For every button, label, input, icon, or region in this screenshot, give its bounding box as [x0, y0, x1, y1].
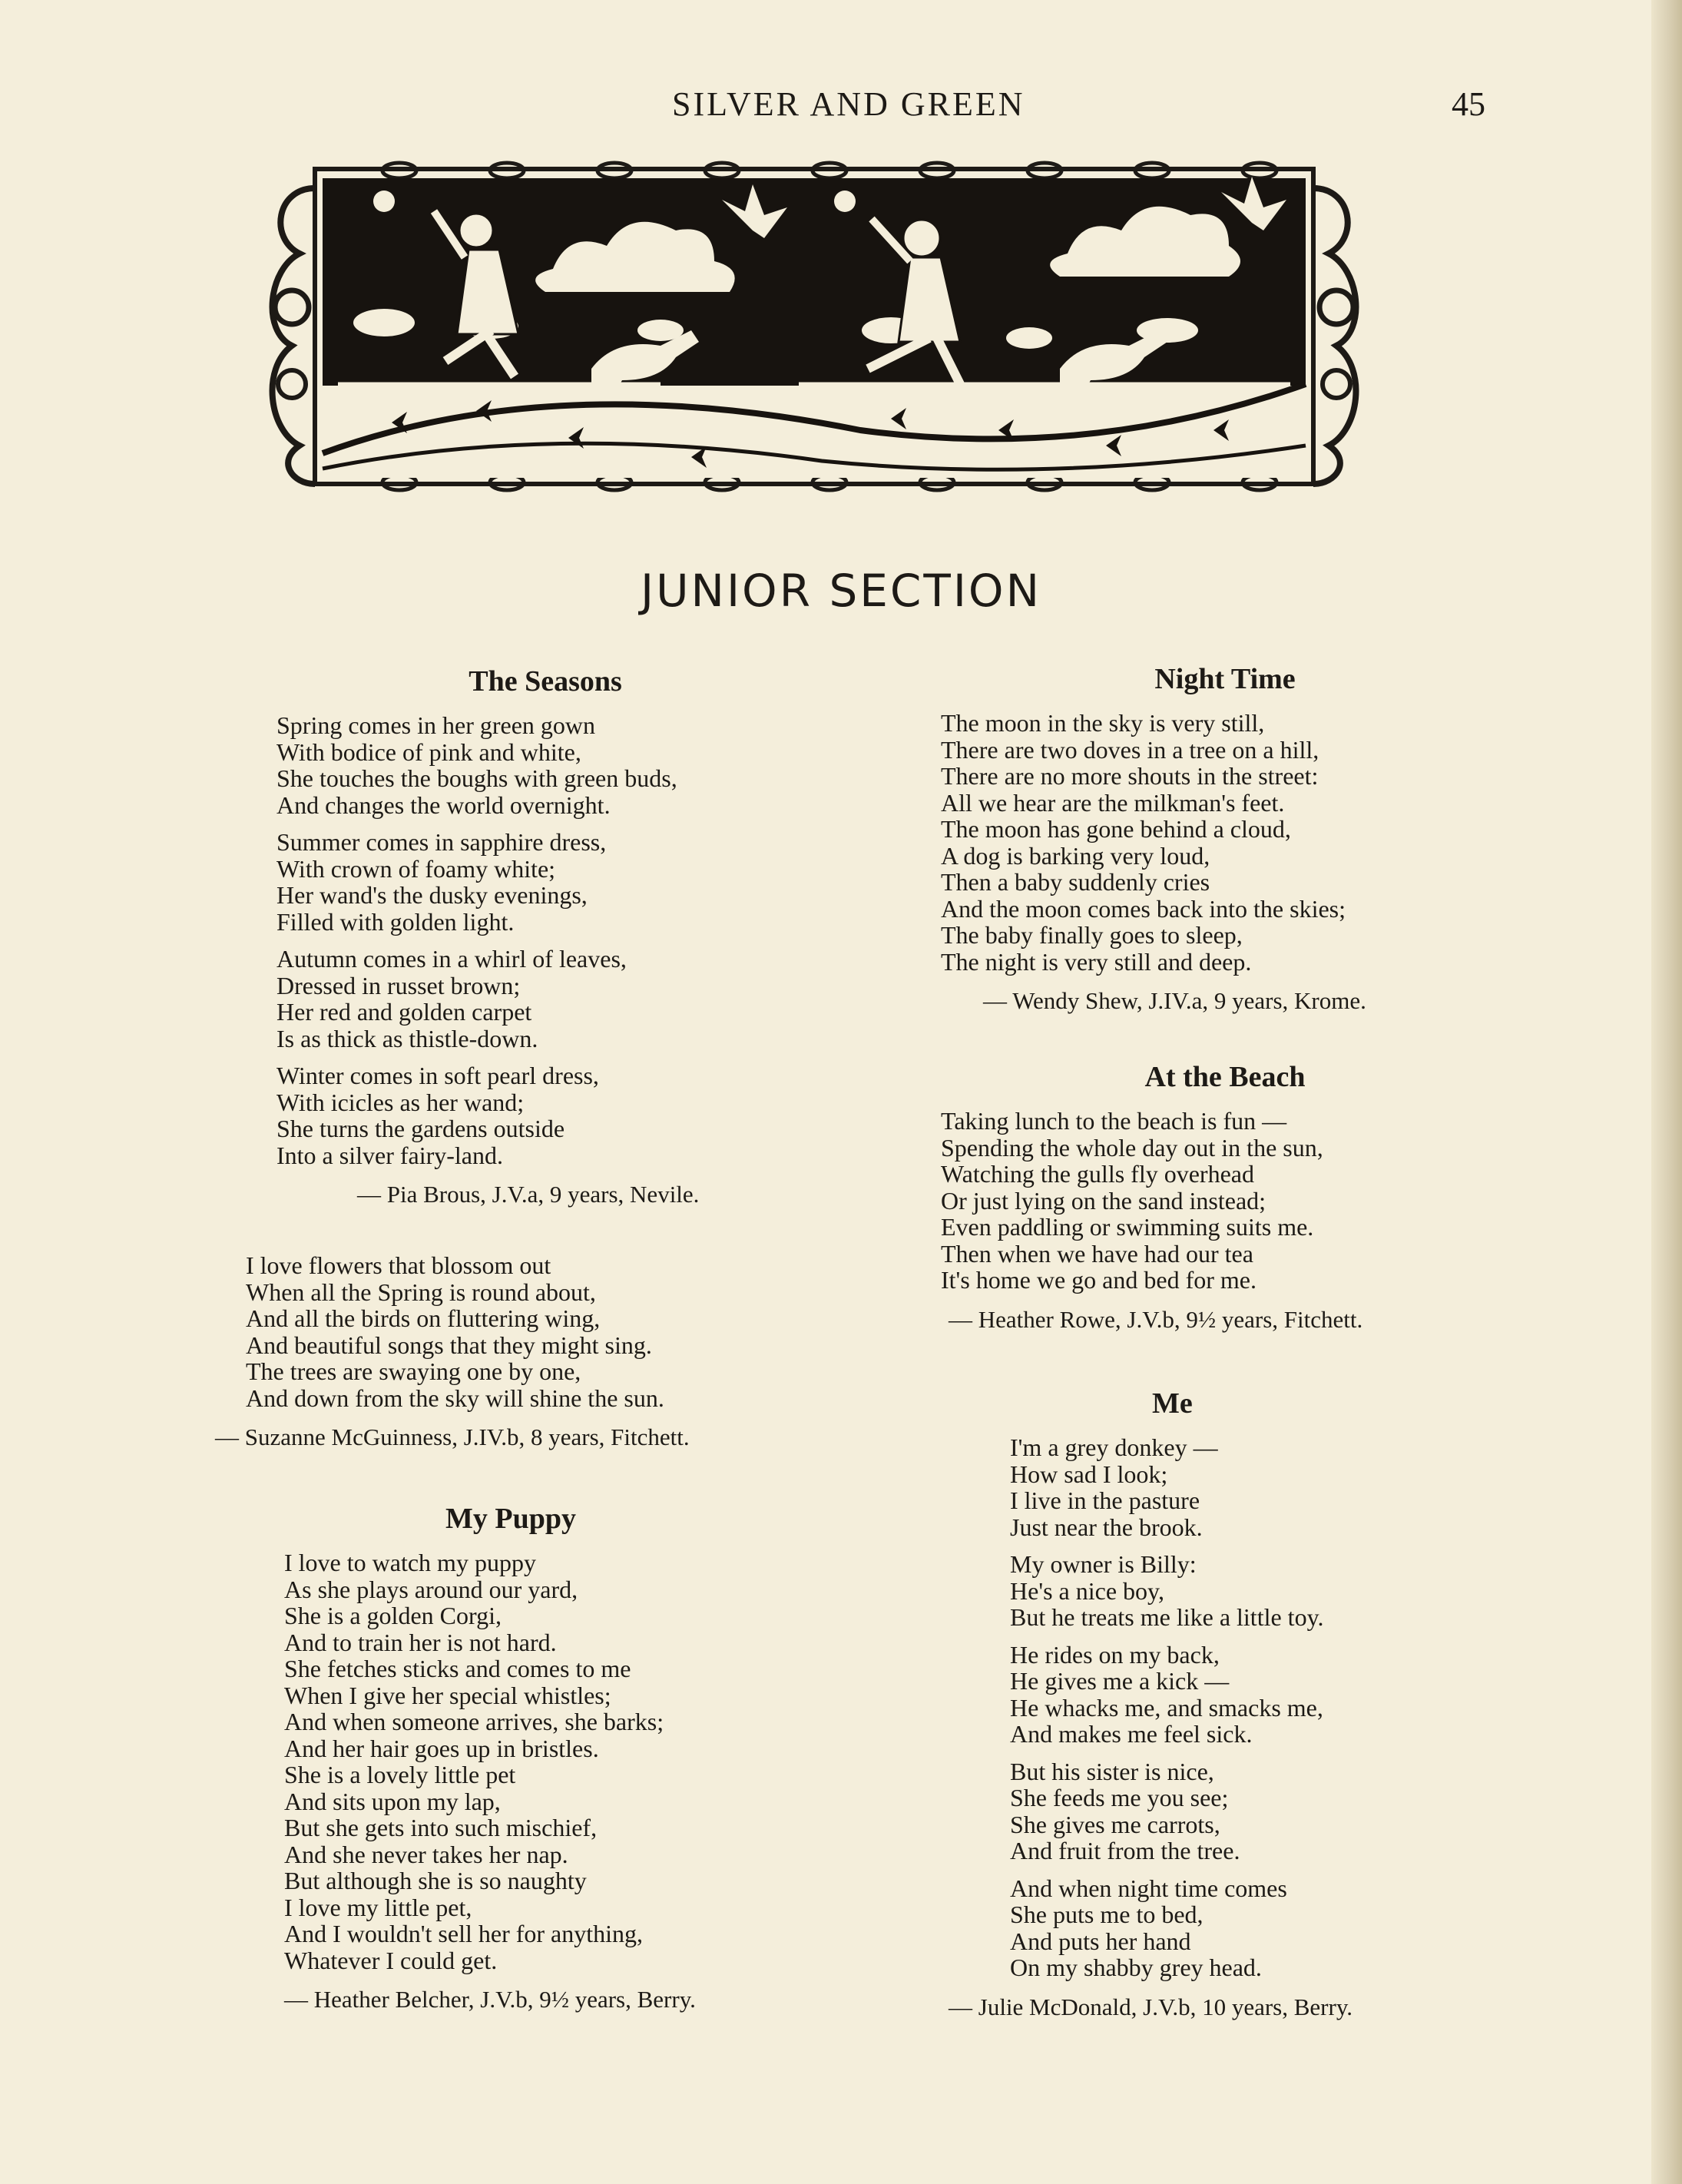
poem-line: Is as thick as thistle-down.: [276, 1024, 538, 1052]
poem-line: Taking lunch to the beach is fun —: [941, 1107, 1287, 1135]
poem-line: As she plays around our yard,: [284, 1575, 578, 1603]
children-playing-illustration: [261, 154, 1367, 499]
poem-line: And I wouldn't sell her for anything,: [284, 1920, 644, 1947]
poem-line: On my shabby grey head.: [1010, 1954, 1262, 1981]
stanza: [1010, 1642, 1517, 1748]
page-number: 45: [1452, 85, 1485, 123]
poem-line: She touches the boughs with green buds,: [276, 764, 677, 792]
poem-line: And down from the sky will shine the sun.: [246, 1384, 664, 1412]
poem-line: How sad I look;: [1010, 1460, 1168, 1488]
poem-line: Then a baby suddenly cries: [941, 868, 1210, 896]
poem-body: [246, 1252, 829, 1411]
poem-at-the-beach: [941, 1060, 1509, 1335]
poem-line: The moon has gone behind a cloud,: [941, 815, 1291, 843]
poem-body: [1010, 1434, 1517, 1981]
stanza: [276, 829, 814, 935]
poem-line: And her hair goes up in bristles.: [284, 1734, 599, 1762]
poem-line: Summer comes in sapphire dress,: [276, 828, 607, 856]
poem-line: He rides on my back,: [1010, 1640, 1220, 1669]
poem-line: And to train her is not hard.: [284, 1628, 557, 1656]
poem-line: A dog is barking very loud,: [941, 841, 1210, 870]
poem-credit: — Wendy Shew, J.IV.a, 9 years, Krome.: [983, 987, 1366, 1014]
running-head: SILVER AND GREEN: [672, 85, 1025, 123]
poem-body: [276, 712, 814, 1168]
poem-line: He gives me a kick —: [1010, 1667, 1230, 1695]
stanza: [276, 946, 814, 1052]
poem-line: The moon in the sky is very still,: [941, 709, 1265, 737]
poem-line: I love to watch my puppy: [284, 1549, 536, 1576]
poem-line: And fruit from the tree.: [1010, 1837, 1240, 1864]
poem-line: Spring comes in her green gown: [276, 711, 596, 739]
poem-line: The night is very still and deep.: [941, 947, 1252, 976]
poem-line: Autumn comes in a whirl of leaves,: [276, 945, 627, 973]
poem-line: Winter comes in soft pearl dress,: [276, 1062, 599, 1089]
poem-line: And puts her hand: [1010, 1927, 1191, 1955]
poem-my-puppy: [284, 1502, 822, 2015]
poem-title: Me: [1152, 1387, 1193, 1420]
poem-line: But he treats me like a little toy.: [1010, 1603, 1324, 1631]
stanza: [1010, 1434, 1517, 1540]
poem-line: And makes me feel sick.: [1010, 1720, 1253, 1748]
poem-line: All we hear are the milkman's feet.: [941, 788, 1285, 817]
poem-line: The baby finally goes to sleep,: [941, 921, 1243, 949]
stanza: [941, 710, 1509, 975]
poem-line: I'm a grey donkey —: [1010, 1433, 1218, 1461]
poem-line: She fetches sticks and comes to me: [284, 1655, 631, 1682]
poem-title: The Seasons: [469, 665, 622, 698]
poem-title: My Puppy: [445, 1503, 576, 1535]
poem-credit: — Heather Belcher, J.V.b, 9½ years, Berry.: [284, 1986, 696, 2013]
poem-line: And the moon comes back into the skies;: [941, 894, 1346, 923]
poem-line: But she gets into such mischief,: [284, 1814, 598, 1841]
poem-night-time: [941, 662, 1509, 1016]
poem-line: Or just lying on the sand instead;: [941, 1186, 1266, 1215]
poem-line: Into a silver fairy-land.: [276, 1141, 503, 1169]
poem-line: There are no more shouts in the street:: [941, 762, 1319, 790]
poem-line: Just near the brook.: [1010, 1513, 1203, 1541]
poem-line: And changes the world overnight.: [276, 790, 611, 819]
poem-line: And when night time comes: [1010, 1874, 1287, 1902]
poem-line: She is a golden Corgi,: [284, 1602, 502, 1629]
poem-credit: — Heather Rowe, J.V.b, 9½ years, Fitchett.: [949, 1305, 1363, 1333]
poem-line: Then when we have had our tea: [941, 1239, 1253, 1268]
poem-line: When all the Spring is round about,: [246, 1278, 596, 1306]
poem-line: Her wand's the dusky evenings,: [276, 881, 588, 909]
stanza: [1010, 1758, 1517, 1864]
poem-flowers: [215, 1251, 829, 1453]
poem-line: I love my little pet,: [284, 1893, 472, 1921]
poem-line: With icicles as her wand;: [276, 1088, 525, 1116]
stanza: [1010, 1551, 1517, 1631]
poem-line: Dressed in russet brown;: [276, 971, 521, 999]
poem-line: Watching the gulls fly overhead: [941, 1160, 1254, 1188]
poem-line: Whatever I could get.: [284, 1946, 498, 1974]
poem-body: [941, 710, 1509, 975]
poem-line: But although she is so naughty: [284, 1867, 587, 1894]
poem-credit: — Pia Brous, J.V.a, 9 years, Nevile.: [357, 1181, 700, 1208]
poem-line: I live in the pasture: [1010, 1486, 1200, 1514]
poem-line: Filled with golden light.: [276, 907, 515, 936]
poem-line: And when someone arrives, she barks;: [284, 1708, 664, 1735]
stanza: [284, 1549, 822, 1974]
poem-line: And sits upon my lap,: [284, 1787, 501, 1815]
poem-title: At the Beach: [1144, 1061, 1306, 1093]
poem-body: [941, 1108, 1509, 1294]
poem-line: She puts me to bed,: [1010, 1901, 1204, 1928]
stanza: [1010, 1875, 1517, 1981]
stanza: [246, 1252, 829, 1411]
poem-line: And all the birds on fluttering wing,: [246, 1304, 601, 1332]
poem-me: [949, 1387, 1517, 2023]
poem-line: She is a lovely little pet: [284, 1761, 516, 1788]
poem-title: Night Time: [1154, 663, 1296, 695]
poem-line: The trees are swaying one by one,: [246, 1357, 581, 1385]
poem-line: My owner is Billy:: [1010, 1550, 1197, 1578]
poem-line: She gives me carrots,: [1010, 1810, 1220, 1838]
poem-the-seasons: [276, 664, 814, 1210]
poem-line: Her red and golden carpet: [276, 998, 532, 1026]
poem-line: He whacks me, and smacks me,: [1010, 1693, 1323, 1722]
stanza: [276, 1062, 814, 1168]
stanza: [276, 712, 814, 818]
poem-line: And she never takes her nap.: [284, 1840, 568, 1868]
poem-line: Spending the whole day out in the sun,: [941, 1133, 1323, 1162]
poem-line: With crown of foamy white;: [276, 854, 556, 883]
poem-line: He's a nice boy,: [1010, 1576, 1164, 1605]
poem-credit: — Julie McDonald, J.V.b, 10 years, Berry.: [949, 1993, 1353, 2020]
poem-line: With bodice of pink and white,: [276, 737, 581, 766]
poem-body: [284, 1549, 822, 1974]
poem-line: It's home we go and bed for me.: [941, 1266, 1257, 1294]
poem-line: And beautiful songs that they might sing.: [246, 1331, 652, 1359]
poem-line: I love flowers that blossom out: [246, 1251, 551, 1279]
section-title: JUNIOR SECTION: [641, 565, 1041, 617]
poem-line: There are two doves in a tree on a hill,: [941, 735, 1319, 764]
poem-line: When I give her special whistles;: [284, 1681, 611, 1709]
poem-line: She turns the gardens outside: [276, 1115, 565, 1142]
poem-line: She feeds me you see;: [1010, 1784, 1229, 1811]
page-header: [0, 85, 1682, 131]
page-edge: [1651, 0, 1682, 2184]
poem-credit: — Suzanne McGuinness, J.IV.b, 8 years, Fitchett.: [215, 1423, 690, 1450]
poem-line: But his sister is nice,: [1010, 1757, 1214, 1785]
stanza: [941, 1108, 1509, 1294]
poem-line: Even paddling or swimming suits me.: [941, 1213, 1314, 1241]
